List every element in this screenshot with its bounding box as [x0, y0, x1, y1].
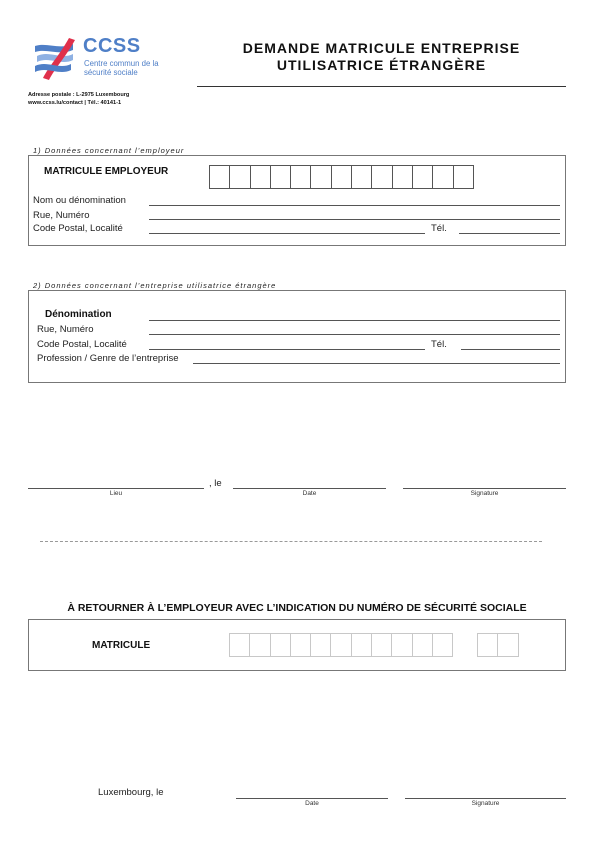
- profession-field[interactable]: [193, 363, 560, 364]
- employer-name-label: Nom ou dénomination: [33, 195, 126, 206]
- le-text: , le: [209, 478, 222, 489]
- digit-cell[interactable]: [351, 165, 372, 189]
- ccss-logo: [33, 35, 159, 82]
- company-street-field[interactable]: [149, 334, 560, 335]
- signature-caption: Signature: [470, 490, 499, 497]
- digit-cell[interactable]: [477, 633, 498, 657]
- digit-cell[interactable]: [250, 165, 271, 189]
- place-field[interactable]: [28, 488, 204, 489]
- digit-cell[interactable]: [453, 165, 474, 189]
- company-tel-label: Tél.: [431, 339, 447, 350]
- digit-cell[interactable]: [412, 633, 433, 657]
- digit-cell[interactable]: [351, 633, 372, 657]
- digit-cell[interactable]: [412, 165, 433, 189]
- digit-cell[interactable]: [249, 633, 270, 657]
- footer-date-caption: Date: [305, 800, 319, 807]
- denomination-field[interactable]: [149, 320, 560, 321]
- company-street-label: Rue, Numéro: [37, 324, 94, 335]
- signature-field[interactable]: [403, 488, 566, 489]
- profession-label: Profession / Genre de l’entreprise: [37, 353, 179, 364]
- employer-postal-label: Code Postal, Localité: [33, 223, 123, 234]
- digit-cell[interactable]: [392, 165, 413, 189]
- digit-cell[interactable]: [209, 165, 230, 189]
- cut-line: [40, 541, 542, 542]
- digit-cell[interactable]: [290, 165, 311, 189]
- place-caption: Lieu: [109, 490, 123, 497]
- ssn-input-group1[interactable]: [229, 633, 453, 657]
- digit-cell[interactable]: [229, 165, 250, 189]
- company-postal-field[interactable]: [149, 349, 425, 350]
- company-postal-label: Code Postal, Localité: [37, 339, 127, 350]
- employer-street-label: Rue, Numéro: [33, 210, 90, 221]
- title-line-2: UTILISATRICE ÉTRANGÈRE: [276, 57, 487, 73]
- employer-postal-field[interactable]: [149, 233, 425, 234]
- digit-cell[interactable]: [371, 633, 392, 657]
- date-caption: Date: [302, 490, 317, 497]
- date-field[interactable]: [233, 488, 386, 489]
- footer-signature-field[interactable]: [405, 798, 566, 799]
- digit-cell[interactable]: [290, 633, 311, 657]
- digit-cell[interactable]: [371, 165, 392, 189]
- digit-cell[interactable]: [432, 633, 453, 657]
- digit-cell[interactable]: [432, 165, 453, 189]
- footer-date-field[interactable]: [236, 798, 388, 799]
- section2-box: [28, 290, 566, 383]
- digit-cell[interactable]: [310, 633, 331, 657]
- digit-cell[interactable]: [229, 633, 250, 657]
- logo-subtitle: Centre commun de la sécurité sociale: [84, 59, 159, 77]
- employer-name-field[interactable]: [149, 205, 560, 206]
- return-title: À RETOURNER À L’EMPLOYEUR AVEC L’INDICATION DU NUMÉRO DE SÉCURITÉ SOCIALE: [67, 602, 527, 614]
- footer-signature-caption: Signature: [471, 800, 500, 807]
- company-tel-field[interactable]: [461, 349, 560, 350]
- employer-tel-field[interactable]: [459, 233, 560, 234]
- employer-tel-label: Tél.: [431, 223, 447, 234]
- section2-label: 2) Données concernant l’entreprise utilisatrice étrangère: [33, 281, 277, 290]
- footer-place-date: Luxembourg, le: [98, 787, 164, 798]
- digit-cell[interactable]: [331, 165, 352, 189]
- digit-cell[interactable]: [497, 633, 518, 657]
- page-title: [200, 40, 563, 74]
- ssn-input-group2[interactable]: [477, 633, 519, 657]
- digit-cell[interactable]: [391, 633, 412, 657]
- employer-matricule-input[interactable]: [209, 165, 474, 189]
- digit-cell[interactable]: [330, 633, 351, 657]
- digit-cell[interactable]: [270, 165, 291, 189]
- title-divider: [197, 86, 566, 87]
- postal-address: Adresse postale : L-2975 Luxembourg: [28, 92, 130, 98]
- logo-name: CCSS: [83, 35, 141, 57]
- employer-matricule-label: MATRICULE EMPLOYEUR: [44, 166, 169, 177]
- return-matricule-label: MATRICULE: [92, 640, 151, 651]
- digit-cell[interactable]: [270, 633, 291, 657]
- denomination-label: Dénomination: [45, 309, 112, 320]
- address-block: [28, 92, 129, 107]
- section1-label: 1) Données concernant l’employeur: [33, 146, 185, 155]
- contact-line: www.ccss.lu/contact | Tél.: 40141-1: [28, 99, 122, 106]
- ccss-logo-icon: [33, 36, 77, 80]
- title-line-1: DEMANDE MATRICULE ENTREPRISE: [242, 40, 521, 56]
- digit-cell[interactable]: [310, 165, 331, 189]
- employer-street-field[interactable]: [149, 219, 560, 220]
